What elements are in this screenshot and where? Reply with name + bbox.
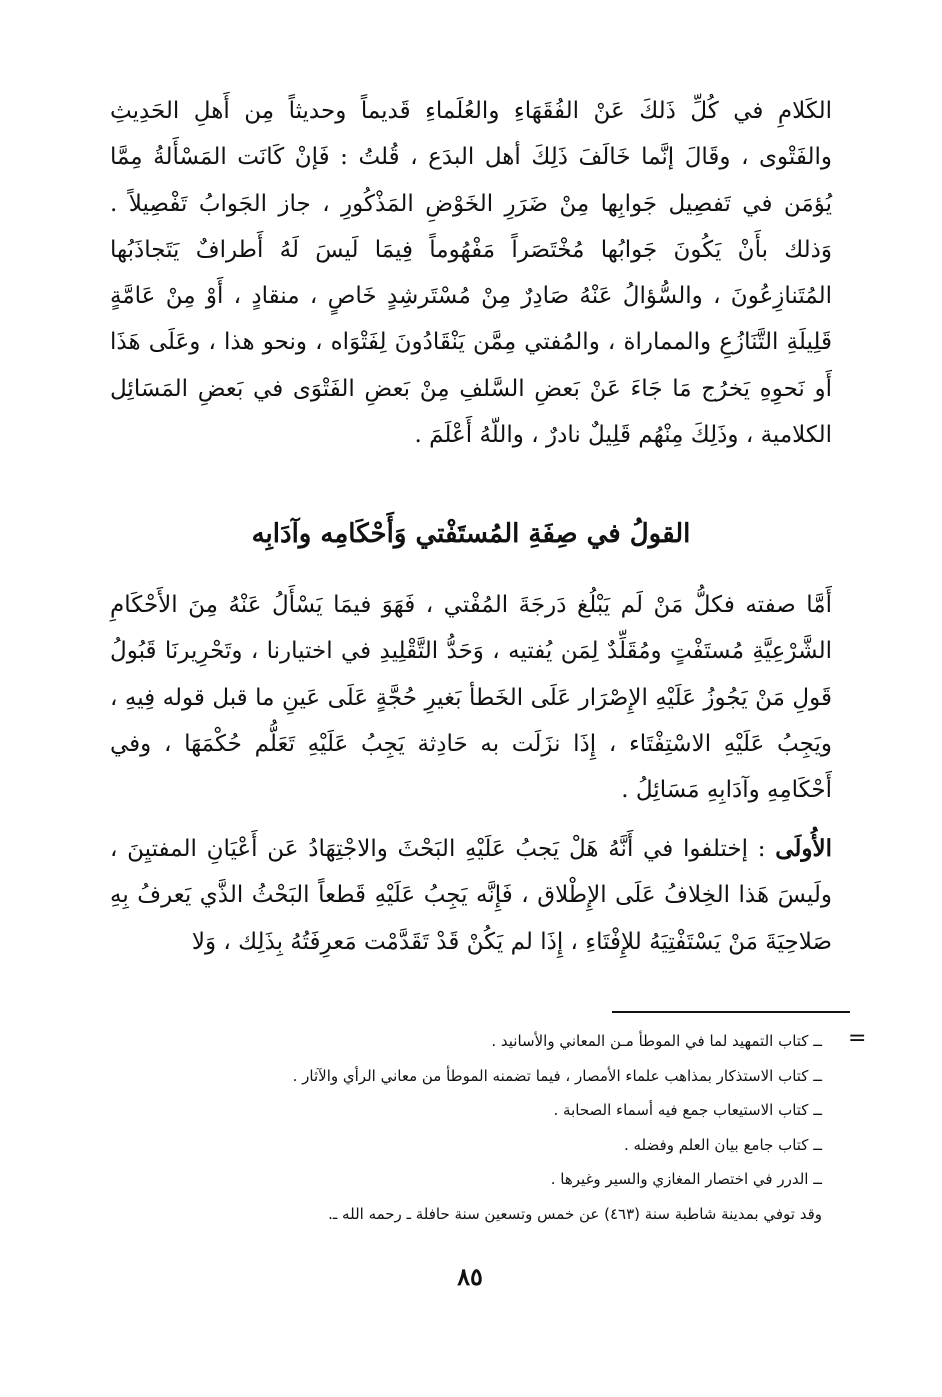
intro-paragraph xyxy=(110,88,832,458)
section-paragraph-2 xyxy=(110,826,832,965)
footnote-continuation-mark: = xyxy=(848,1026,867,1051)
footnote-line: ــ كتاب الاستذكار بمذاهب علماء الأمصار ، فيما تضمنه الموطأ من معاني الرأي والآثار . xyxy=(292,1066,822,1085)
footnote-separator xyxy=(612,1011,850,1013)
section-heading: القولُ في صِفَةِ المُستَفْتي وَأَحْكَامِه وآدَابِه xyxy=(251,519,691,549)
page-number: ٨٥ xyxy=(457,1262,483,1291)
footnote-line: ــ الدرر في اختصار المغازي والسير وغيرها . xyxy=(550,1170,822,1188)
section-paragraph-2-text xyxy=(110,826,832,965)
footnote-line: ــ كتاب التمهيد لما في الموطأ مـن المعاني والأسانيد . xyxy=(491,1032,822,1050)
section-paragraph-2-lead: الأُولَى xyxy=(775,835,832,862)
footnote-line: وقد توفي بمدينة شاطبة سنة (٤٦٣) عن خمس وتسعين سنة حافلة ـ رحمه الله ـ. xyxy=(328,1204,822,1223)
section-paragraph-1-text: أَمَّا صفته فكلُّ مَنْ لَم يَبْلُغ دَرجَةَ المُفْتي ، فَهَوَ فيمَا يَسْأَلُ عَنْهُ مِنَ الأَحْكَامِ الشَّرْعِيَّةِ مُستَفْتٍ ومُقَلِّدٌ لِمَن يُفتيه ، وَحَدُّ التَّقْلِيدِ في اختيارنا ، وتَحْرِيرنَا قَبُولُ قَولِ مَنْ يَجُوزُ عَلَيْهِ الإِصْرَار عَلَى الخَطأ بَغيرِ حُجَّةٍ عَلَى عَينِ ما قبل قوله فِيهِ ، ويَجِبُ عَلَيْهِ الاسْتِفْتَاء ، إِذَا نزَلَت به حَادِثة يَجِبُ عَلَيْهِ تَعَلُّم حُكْمَهَا ، وفي أَحْكَامِهِ وآدَابِهِ مَسَائِلُ . xyxy=(110,592,832,804)
footnotes xyxy=(140,1024,822,1231)
footnote-line: ــ كتاب الاستيعاب جمع فيه أسماء الصحابة . xyxy=(553,1101,822,1119)
section-paragraph-1 xyxy=(110,582,832,813)
footnote-line: ــ كتاب جامع بيان العلم وفضله . xyxy=(623,1135,822,1154)
intro-paragraph-text: الكَلامِ في كُلِّ ذَلكَ عَنْ الفُقَهَاءِ والعُلَماءِ قَديماً وحديثاً مِن أَهلِ الحَدِيثِ والفَتْوى ، وقَالَ إنَّما خَالَفَ ذَلِكَ أهل البدَع ، قُلتُ : فَإنْ كَانَت المَسْأَلةُ مِمَّا يُؤمَن في تَفصِيل جَوابِها مِنْ ضَرَرِ الخَوْضِ المَذْكُورِ ، جاز الجَوابُ تَفْصِيلاً . وَذلك بأَنْ يَكُونَ جَوابُها مُخْتَصَراً مَفْهُوماً فِيمَا لَيسَ لَهُ أَطرافٌ يَتَجاذَبُها المُتَنازِعُونَ ، والسُّؤالُ عَنْهُ صَادِرٌ مِنْ مُسْتَرشِدٍ خَاصٍ ، منقادٍ ، أَوْ مِنْ عَامَّةٍ قَلِيلَةِ التَّنَازُعِ والمماراة ، والمُفتي مِمَّن يَنْقَادُونَ لِفَتْوَاه ، ونحو هذا ، وعَلَى هَذَا أَو نَحوِهِ يَخرُج مَا جَاءَ عَنْ بَعضِ السَّلفِ مِنْ بَعضِ الفَتْوَى في بَعضِ المَسَائِل الكلامية ، وذَلِكَ مِنْهُم قَلِيلٌ نادرٌ ، واللّهُ أَعْلَمَ . xyxy=(110,98,832,449)
section-paragraph-2-body: : إختلفوا في أَنَّهُ هَلْ يَجبُ عَلَيْهِ البَحْثَ والاجْتِهَادُ عَن أَعْيَانِ المفتيِنَ ، ولَيسَ هَذا الخِلافُ عَلَى الإِطْلاق ، فَإِنَّه يَجِبُ عَلَيْهِ قَطعاً البَحْثُ الذَّي يَعرفُ بِهِ صَلاحِيَةَ مَنْ يَسْتَفْتِيَهُ للإِفْتَاءِ ، إِذَا لم يَكُنْ قَدْ تَقَدَّمْت مَعرِفَتُهُ بِذَلِك ، وَلا xyxy=(110,836,832,955)
